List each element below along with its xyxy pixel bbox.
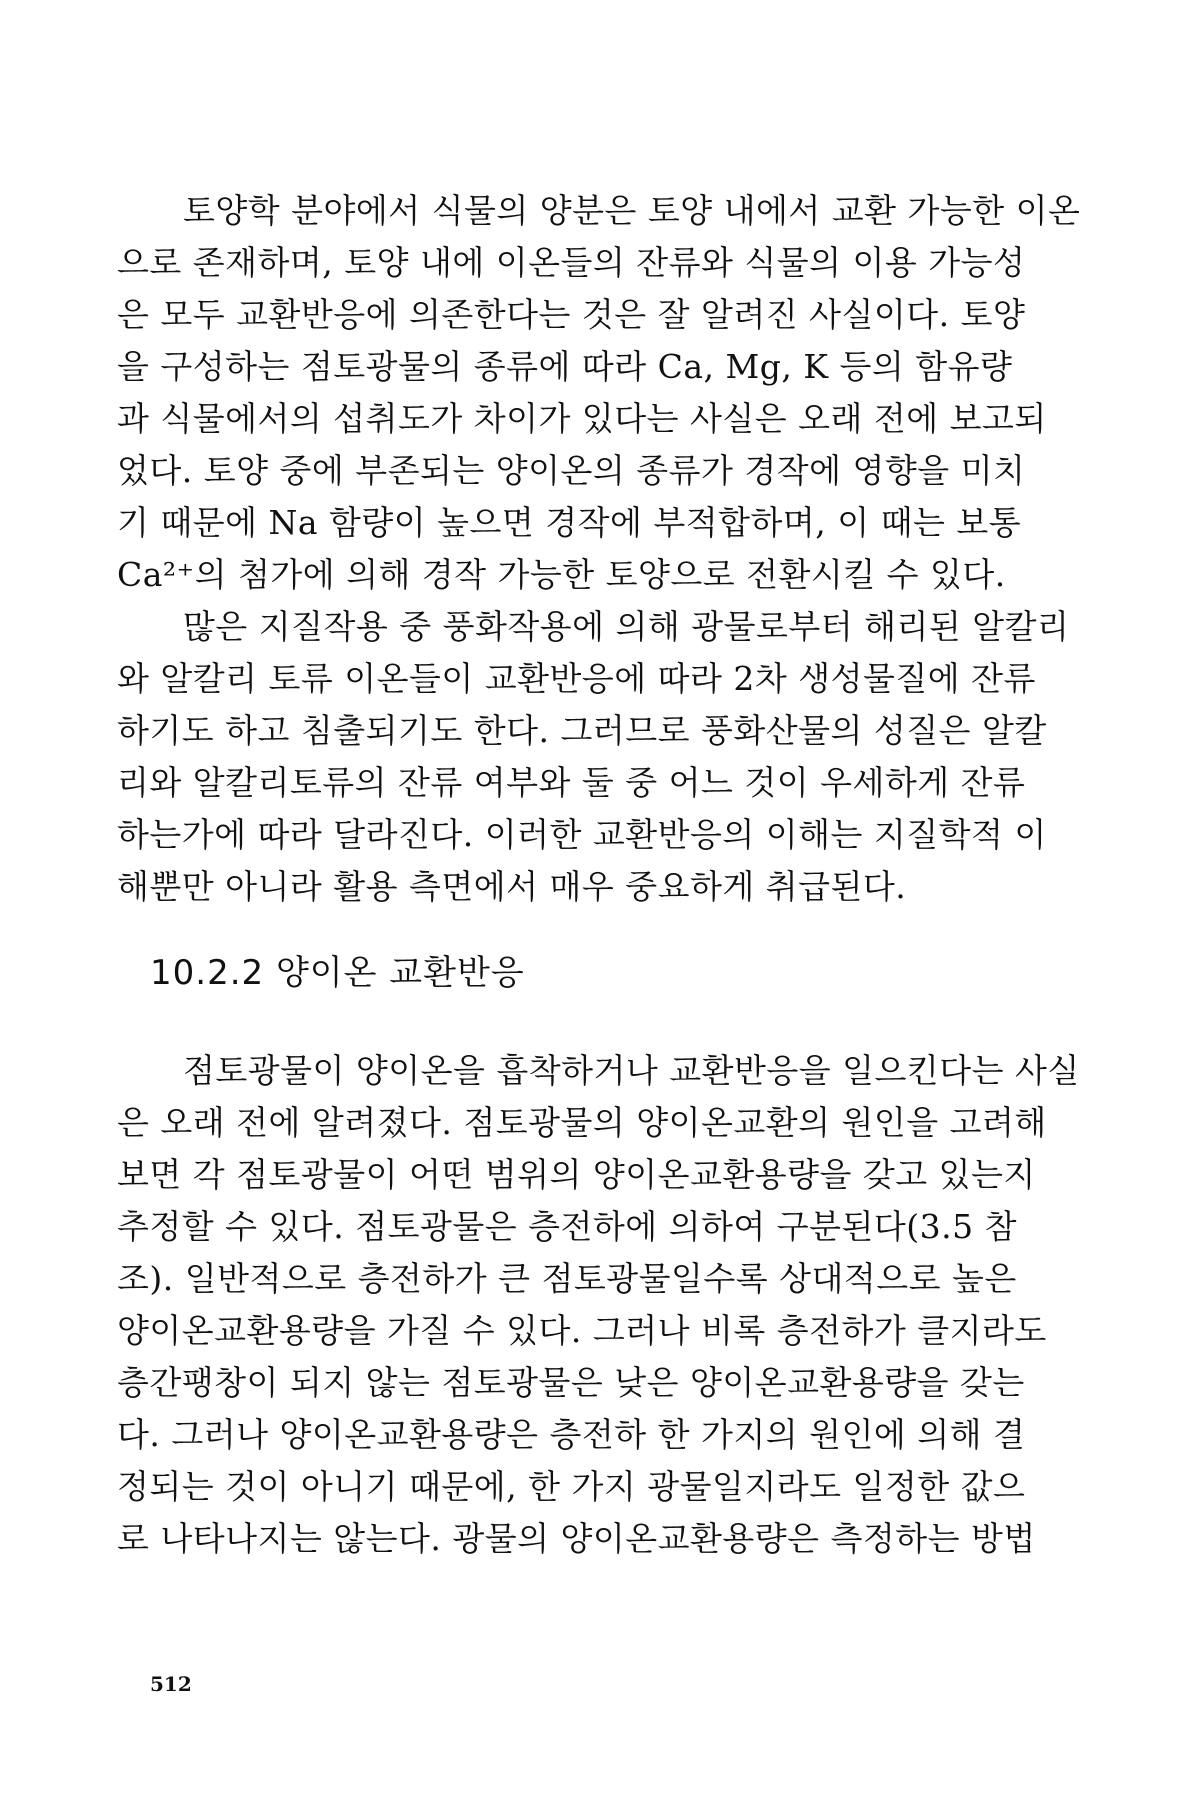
text-line: 정되는 것이 아니기 때문에, 한 가지 광물일지라도 일정한 값으 [117,1467,1026,1506]
text-line: 추정할 수 있다. 점토광물은 층전하에 의하여 구분된다(3.5 참 [117,1207,1017,1246]
text-line: 다. 그러나 양이온교환용량은 층전하 한 가지의 원인에 의해 결 [117,1415,1026,1454]
paragraph-2 [117,601,1070,913]
text-line: Ca²⁺의 첨가에 의해 경작 가능한 토양으로 전환시킬 수 있다. [117,555,1006,594]
text-line: 었다. 토양 중에 부존되는 양이온의 종류가 경작에 영향을 미치 [117,451,1026,490]
intro-paragraph [117,185,1081,601]
paragraph-3 [117,1045,1080,1565]
text-line: 리와 알칼리토류의 잔류 여부와 둘 중 어느 것이 우세하게 잔류 [117,763,1026,802]
text-line: 층간팽창이 되지 않는 점토광물은 낮은 양이온교환용량을 갖는 [117,1363,1025,1402]
text-line: 점토광물이 양이온을 흡착하거나 교환반응을 일으킨다는 사실 [183,1051,1080,1090]
text-line: 양이온교환용량을 가질 수 있다. 그러나 비록 층전하가 클지라도 [117,1311,1047,1350]
text-line: 조). 일반적으로 층전하가 큰 점토광물일수록 상대적으로 높은 [117,1259,1017,1298]
text-line: 은 오래 전에 알려졌다. 점토광물의 양이온교환의 원인을 고려해 [117,1103,1047,1142]
page-number: 512 [150,1672,192,1696]
text-line: 과 식물에서의 섭취도가 차이가 있다는 사실은 오래 전에 보고되 [117,399,1047,438]
text-line: 토양학 분야에서 식물의 양분은 토양 내에서 교환 가능한 이온 [183,191,1081,230]
text-line: 기 때문에 Na 함량이 높으면 경작에 부적합하며, 이 때는 보통 [117,503,1022,542]
section-body [117,1045,1080,1565]
text-line: 해뿐만 아니라 활용 측면에서 매우 중요하게 취급된다. [117,867,907,906]
text-line: 로 나타나지는 않는다. 광물의 양이온교환용량은 측정하는 방법 [117,1519,1036,1558]
text-line: 은 모두 교환반응에 의존한다는 것은 잘 알려진 사실이다. 토양 [117,295,1026,334]
text-line: 으로 존재하며, 토양 내에 이온들의 잔류와 식물의 이용 가능성 [117,243,1026,282]
text-line: 하기도 하고 침출되기도 한다. 그러므로 풍화산물의 성질은 알칼 [117,711,1047,750]
section-heading: 10.2.2 양이온 교환반응 [150,953,525,993]
paragraph-1 [117,185,1081,601]
second-paragraph [117,601,1070,913]
text-line: 와 알칼리 토류 이온들이 교환반응에 따라 2차 생성물질에 잔류 [117,659,1036,698]
text-line: 을 구성하는 점토광물의 종류에 따라 Ca, Mg, K 등의 함유량 [117,347,1013,386]
text-line: 많은 지질작용 중 풍화작용에 의해 광물로부터 해리된 알칼리 [183,607,1070,646]
text-line: 보면 각 점토광물이 어떤 범위의 양이온교환용량을 갖고 있는지 [117,1155,1036,1194]
text-line: 하는가에 따라 달라진다. 이러한 교환반응의 이해는 지질학적 이 [117,815,1047,854]
